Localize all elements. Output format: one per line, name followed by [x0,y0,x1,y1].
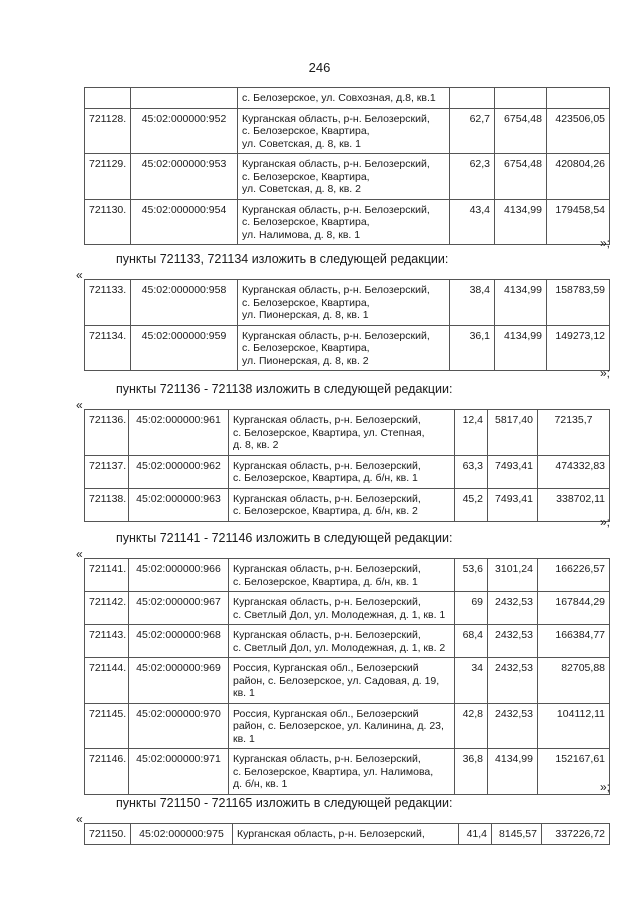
address-line: д. 8, кв. 2 [233,439,279,451]
address-cell [229,410,455,456]
unit-price-cell: 2432,53 [488,625,538,658]
address-line: район, с. Белозерское, ул. Калинина, д. 23, [233,720,444,732]
address-cell [229,592,455,625]
amendment-instruction: пункты 721150 - 721165 изложить в следующей редакции: [116,796,453,810]
address-line: с. Белозерское, Квартира, д. б/н, кв. 1 [233,472,418,484]
amendment-instruction: пункты 721141 - 721146 изложить в следующей редакции: [116,531,453,545]
address-line: район, с. Белозерское, ул. Садовая, д. 19, [233,674,440,687]
address-line: ул. Советская, д. 8, кв. 2 [242,183,361,195]
table-row [85,488,610,521]
entry-number-cell: 721129. [85,154,131,200]
registry-table [84,823,610,845]
unit-price-cell: 2432,53 [488,703,538,749]
address-cell [229,455,455,488]
cadastral-value-cell: 104112,11 [538,703,610,749]
address-line: Курганская область, р-н. Белозерский, [242,158,430,170]
address-line: д. б/н, кв. 1 [233,778,288,790]
cadastral-number-cell: 45:02:000000:975 [131,824,233,845]
cadastral-value-cell: 338702,11 [538,488,610,521]
area-cell [450,88,495,109]
address-cell [238,325,450,371]
entry-number-cell: 721134. [85,325,131,371]
table-block-3 [84,409,609,522]
opening-quote: « [76,268,83,282]
table-row [85,625,610,658]
address-line: Курганская область, р-н. Белозерский, [233,753,421,765]
table-row [85,824,610,845]
entry-number-cell: 721142. [85,592,129,625]
address-line: ул. Пионерская, д. 8, кв. 1 [242,309,369,321]
address-line: ул. Налимова, д. 8, кв. 1 [242,228,361,241]
cadastral-number-cell: 45:02:000000:953 [131,154,238,200]
table-row [85,88,610,109]
cadastral-number-cell: 45:02:000000:961 [129,410,229,456]
closing-quote: »; [599,236,610,250]
cadastral-number-cell: 45:02:000000:954 [131,199,238,245]
cadastral-number-cell: 45:02:000000:968 [129,625,229,658]
cadastral-value-cell: 167844,29 [538,592,610,625]
table-block-1 [84,87,609,245]
cadastral-number-cell [131,88,238,109]
closing-quote: »; [599,780,610,794]
address-line: Курганская область, р-н. Белозерский, [233,459,421,472]
address-line: кв. 1 [233,687,255,699]
address-line: Курганская область, р-н. Белозерский, [233,492,421,505]
entry-number-cell: 721143. [85,625,129,658]
entry-number-cell: 721137. [85,455,129,488]
area-cell: 36,1 [450,325,495,371]
cadastral-value-cell: 149273,12 [547,325,610,371]
area-cell: 62,3 [450,154,495,200]
cadastral-value-cell: 158783,59 [547,280,610,326]
table-row [85,199,610,245]
table-row [85,410,610,456]
cadastral-value-cell: 423506,05 [547,108,610,154]
entry-number-cell: 721146. [85,749,129,795]
address-line: ул. Пионерская, д. 8, кв. 2 [242,354,369,367]
unit-price-cell [495,88,547,109]
cadastral-value-cell: 179458,54 [547,199,610,245]
cadastral-value-cell: 166384,77 [538,625,610,658]
area-cell: 62,7 [450,108,495,154]
address-line: кв. 1 [233,732,255,745]
entry-number-cell [85,88,131,109]
area-cell: 38,4 [450,280,495,326]
table-row [85,749,610,795]
table-row [85,280,610,326]
table-row [85,154,610,200]
cadastral-number-cell: 45:02:000000:967 [129,592,229,625]
registry-table [84,87,610,245]
area-cell: 68,4 [455,625,488,658]
address-line: с. Белозерское, Квартира, ул. Степная, [233,426,425,439]
table-row [85,658,610,704]
area-cell: 41,4 [459,824,492,845]
unit-price-cell: 2432,53 [488,658,538,704]
area-cell: 45,2 [455,488,488,521]
closing-quote: »; [599,515,610,529]
area-cell: 12,4 [455,410,488,456]
registry-table [84,558,610,795]
address-cell [229,559,455,592]
cadastral-number-cell: 45:02:000000:971 [129,749,229,795]
address-cell [238,88,450,109]
address-line: Россия, Курганская обл., Белозерский [233,662,419,674]
unit-price-cell: 2432,53 [488,592,538,625]
table-row [85,325,610,371]
registry-table [84,279,610,371]
cadastral-value-cell: 72135,7 [538,410,610,456]
cadastral-value-cell: 474332,83 [538,455,610,488]
area-cell: 43,4 [450,199,495,245]
cadastral-number-cell: 45:02:000000:969 [129,658,229,704]
cadastral-number-cell: 45:02:000000:970 [129,703,229,749]
cadastral-value-cell: 152167,61 [538,749,610,795]
cadastral-number-cell: 45:02:000000:952 [131,108,238,154]
address-cell [229,488,455,521]
cadastral-value-cell: 166226,57 [538,559,610,592]
unit-price-cell: 4134,99 [495,325,547,371]
address-cell [229,625,455,658]
unit-price-cell: 7493,41 [488,488,538,521]
address-line: с. Светлый Дол, ул. Молодежная, д. 1, кв. 1 [233,608,446,621]
address-line: с. Белозерское, Квартира, д. б/н, кв. 2 [233,505,418,517]
address-line: Курганская область, р-н. Белозерский, [233,563,421,575]
opening-quote: « [76,812,83,826]
address-line: Курганская область, р-н. Белозерский, [242,112,430,125]
address-line: с. Светлый Дол, ул. Молодежная, д. 1, кв. 2 [233,641,446,654]
unit-price-cell: 3101,24 [488,559,538,592]
opening-quote: « [76,547,83,561]
address-cell [229,703,455,749]
table-block-4 [84,558,609,795]
address-line: с. Белозерское, Квартира, [242,125,370,137]
unit-price-cell: 8145,57 [492,824,542,845]
address-cell [233,824,459,845]
entry-number-cell: 721133. [85,280,131,326]
cadastral-number-cell: 45:02:000000:966 [129,559,229,592]
address-cell [229,658,455,704]
page-number: 246 [308,60,331,75]
address-cell [229,749,455,795]
unit-price-cell: 4134,99 [495,199,547,245]
area-cell: 69 [455,592,488,625]
opening-quote: « [76,398,83,412]
cadastral-number-cell: 45:02:000000:962 [129,455,229,488]
unit-price-cell: 6754,48 [495,108,547,154]
table-block-2 [84,279,609,371]
table-block-5 [84,823,609,845]
unit-price-cell: 6754,48 [495,154,547,200]
unit-price-cell: 4134,99 [488,749,538,795]
cadastral-value-cell [547,88,610,109]
cadastral-value-cell: 420804,26 [547,154,610,200]
cadastral-number-cell: 45:02:000000:963 [129,488,229,521]
address-line: Курганская область, р-н. Белозерский, [242,203,430,216]
entry-number-cell: 721128. [85,108,131,154]
cadastral-number-cell: 45:02:000000:958 [131,280,238,326]
table-row [85,559,610,592]
area-cell: 42,8 [455,703,488,749]
unit-price-cell: 4134,99 [495,280,547,326]
address-line: с. Белозерское, Квартира, д. б/н, кв. 1 [233,575,418,588]
table-row [85,455,610,488]
cadastral-number-cell: 45:02:000000:959 [131,325,238,371]
address-line: с. Белозерское, Квартира, ул. Налимова, [233,765,434,778]
cadastral-value-cell: 337226,72 [542,824,610,845]
amendment-instruction: пункты 721136 - 721138 изложить в следующей редакции: [116,382,453,396]
address-line: с. Белозерское, Квартира, [242,296,370,309]
entry-number-cell: 721130. [85,199,131,245]
address-line: Россия, Курганская обл., Белозерский [233,707,419,720]
table-row [85,108,610,154]
entry-number-cell: 721150. [85,824,131,845]
address-cell [238,108,450,154]
table-row [85,592,610,625]
address-line: Курганская область, р-н. Белозерский, [233,629,421,641]
address-line: с. Белозерское, Квартира, [242,216,370,228]
closing-quote: »; [599,366,610,380]
address-line: Курганская область, р-н. Белозерский, [242,329,430,342]
address-cell [238,199,450,245]
area-cell: 63,3 [455,455,488,488]
address-line: Курганская область, р-н. Белозерский, [233,414,421,426]
address-line: с. Белозерское, Квартира, [242,170,370,183]
address-line: Курганская область, р-н. Белозерский, [242,284,430,296]
address-cell [238,154,450,200]
area-cell: 36,8 [455,749,488,795]
registry-table [84,409,610,522]
area-cell: 53,6 [455,559,488,592]
amendment-instruction: пункты 721133, 721134 изложить в следующей редакции: [116,252,449,266]
address-line: Курганская область, р-н. Белозерский, [237,828,425,840]
area-cell: 34 [455,658,488,704]
cadastral-value-cell: 82705,88 [538,658,610,704]
address-line: с. Белозерское, ул. Совхозная, д.8, кв.1 [242,92,436,104]
entry-number-cell: 721145. [85,703,129,749]
entry-number-cell: 721138. [85,488,129,521]
address-cell [238,280,450,326]
address-line: с. Белозерское, Квартира, [242,342,370,354]
address-line: Курганская область, р-н. Белозерский, [233,596,421,608]
entry-number-cell: 721141. [85,559,129,592]
unit-price-cell: 5817,40 [488,410,538,456]
address-line: ул. Советская, д. 8, кв. 1 [242,137,361,150]
entry-number-cell: 721136. [85,410,129,456]
unit-price-cell: 7493,41 [488,455,538,488]
table-row [85,703,610,749]
entry-number-cell: 721144. [85,658,129,704]
